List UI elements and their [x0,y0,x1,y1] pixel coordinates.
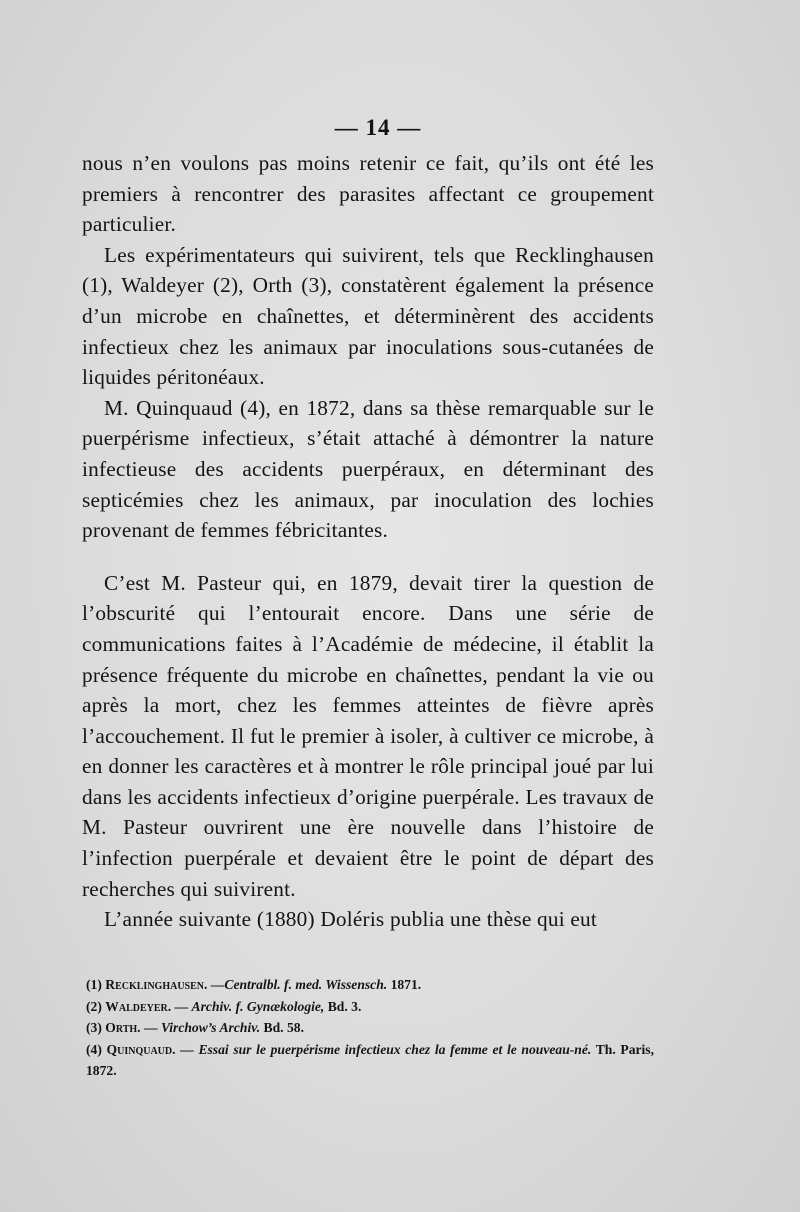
footnote-marker: (2) [86,998,102,1014]
paragraph-quinquaud: M. Quinquaud (4), en 1872, dans sa thèse remarquable sur le puerpérisme infectieux, s’était attaché à démontrer la nature infectieuse des accidents puerpéraux, en déterminant des septicémies chez les animaux, par inoculation des lochies provenant de femmes fébricitantes. [82,395,654,543]
footnote-author: Orth. [105,1020,141,1035]
footnote-separator: — [171,998,192,1014]
paragraph-experimenters: Les expérimentateurs qui suivirent, tels que Recklinghausen (1), Waldeyer (2), Orth (3), constatèrent également la présence d’un microbe en chaînettes, et déterminèrent des accidents infectieux chez les animaux par inoculations sous-cutanées de liquides péritonéaux. [82,242,654,390]
footnote-marker: (1) [86,977,102,992]
footnote-reference: Archiv. f. Gynækologie, [191,998,325,1014]
footnote-marker: (3) [86,1020,102,1035]
body-text [82,148,654,935]
footnote-2 [82,996,654,1018]
footnote-1 [82,974,654,996]
footnote-separator: — [175,1041,199,1057]
paragraph-gap [82,546,654,568]
footnote-reference: Centralbl. f. med. Wissensch. [224,977,388,992]
footnotes [82,974,654,1082]
footnote-reference: Essai sur le puerpérisme infectieux chez la femme et le nouveau-né. [198,1041,592,1057]
footnote-author: Quinquaud. [106,1041,176,1057]
paragraph-doleris: L’année suivante (1880) Doléris publia une thèse qui eut [104,907,598,932]
paragraph-continuation: nous n’en voulons pas moins retenir ce fait, qu’ils ont été les premiers à rencontrer des parasites affectant ce groupement particulier. [82,151,654,237]
footnote-3 [82,1017,654,1039]
page-number: — 14 — [334,115,422,140]
footnote-author: Waldeyer. [105,998,172,1014]
footnote-separator: — [207,977,225,992]
footnote-marker: (4) [86,1041,102,1057]
footnote-trailing: Th. Paris, 1872. [86,1041,654,1078]
paragraph-pasteur: C’est M. Pasteur qui, en 1879, devait tirer la question de l’obscurité qui l’entourait encore. Dans une série de communications faites à l’Académie de médecine, il établit la présence fréquente du microbe en chaînettes, pendant la vie ou après la mort, chez les femmes atteintes de fièvre après l’accouchement. Il fut le premier à isoler, à cultiver ce microbe, à en donner les caractères et à montrer le rôle principal joué par lui dans les accidents infectieux d’origine puerpérale. Les travaux de M. Pasteur ouvrirent une ère nouvelle dans l’histoire de l’infection puerpérale et devaient être le point de départ des recherches qui suivirent. [82,570,654,901]
footnote-reference: Virchow’s Archiv. [160,1020,261,1035]
footnote-trailing: Bd. 58. [260,1020,304,1035]
footnote-author: Recklinghausen. [105,977,208,992]
footnote-trailing: 1871. [387,977,422,992]
footnote-separator: — [140,1020,161,1035]
footnote-trailing: Bd. 3. [324,998,362,1014]
footnote-4 [82,1039,654,1082]
